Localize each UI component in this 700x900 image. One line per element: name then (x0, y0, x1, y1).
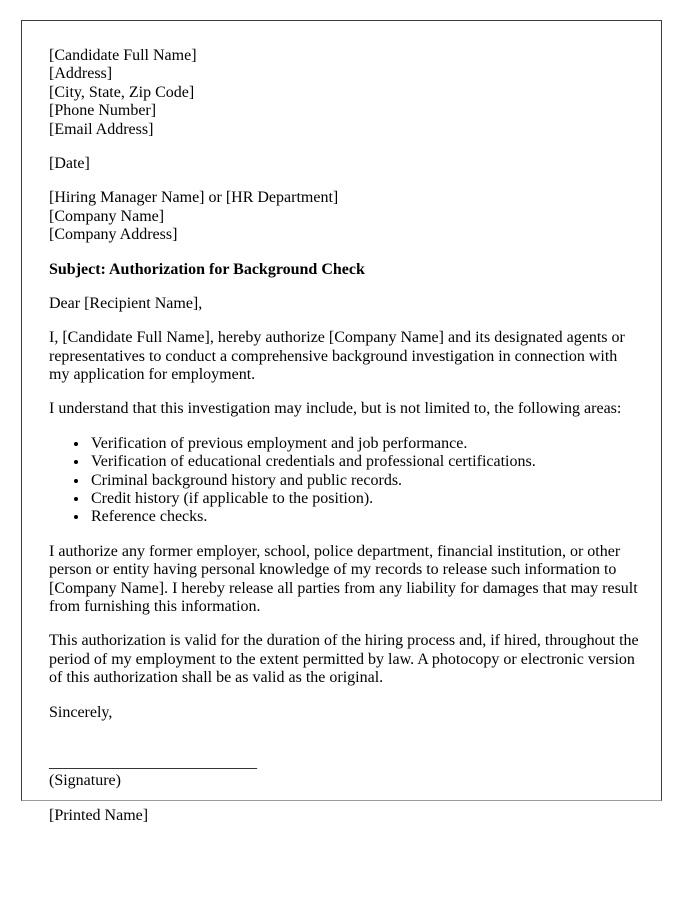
paragraph-investigation-intro: I understand that this investigation may include, but is not limited to, the following areas: (49, 400, 622, 418)
sender-phone: [Phone Number] (49, 102, 157, 120)
paragraph-authorization: I, [Candidate Full Name], hereby authorize [Company Name] and its designated agents or representatives to conduct a comprehensive background investigation in connection with my application for employment. (49, 329, 625, 384)
signature-label: (Signature) (49, 772, 121, 790)
paragraph-validity: This authorization is valid for the duration of the hiring process and, if hired, throughout the period of my employment to the extent permitted by law. A photocopy or electronic version of this authorization shall be as valid as the original. (49, 632, 639, 687)
list-item: • Verification of previous employment and job performance. (89, 435, 639, 453)
signature-block (49, 754, 639, 791)
list-item: • Reference checks. (89, 508, 639, 526)
investigation-areas-list (49, 435, 639, 527)
printed-name: [Printed Name] (49, 806, 149, 824)
paragraph-release: I authorize any former employer, school, police department, financial institution, or other person or entity having personal knowledge of my records to release such information to [Company Name]. I hereby release all parties from any liability for damages that may result from furnishing this information. (49, 542, 638, 615)
recipient-name: [Hiring Manager Name] or [HR Department] (49, 189, 339, 207)
recipient-company-address: [Company Address] (49, 226, 178, 244)
list-item: • Credit history (if applicable to the position). (89, 490, 639, 508)
sender-city-state-zip: [City, State, Zip Code] (49, 83, 195, 101)
subject-line: Subject: Authorization for Background Check (49, 260, 365, 278)
sender-address-block (49, 47, 639, 139)
date-line: [Date] (49, 154, 90, 172)
sender-email: [Email Address] (49, 120, 154, 138)
salutation: Dear [Recipient Name], (49, 294, 203, 312)
closing: Sincerely, (49, 703, 113, 721)
sender-address: [Address] (49, 65, 113, 83)
recipient-company: [Company Name] (49, 207, 165, 225)
sender-name: [Candidate Full Name] (49, 47, 197, 64)
signature-line: __________________________ (49, 753, 257, 771)
letter-page (21, 20, 662, 824)
recipient-address-block (49, 189, 639, 244)
list-item: • Verification of educational credentials and professional certifications. (89, 453, 639, 471)
list-item: • Criminal background history and public records. (89, 472, 639, 490)
